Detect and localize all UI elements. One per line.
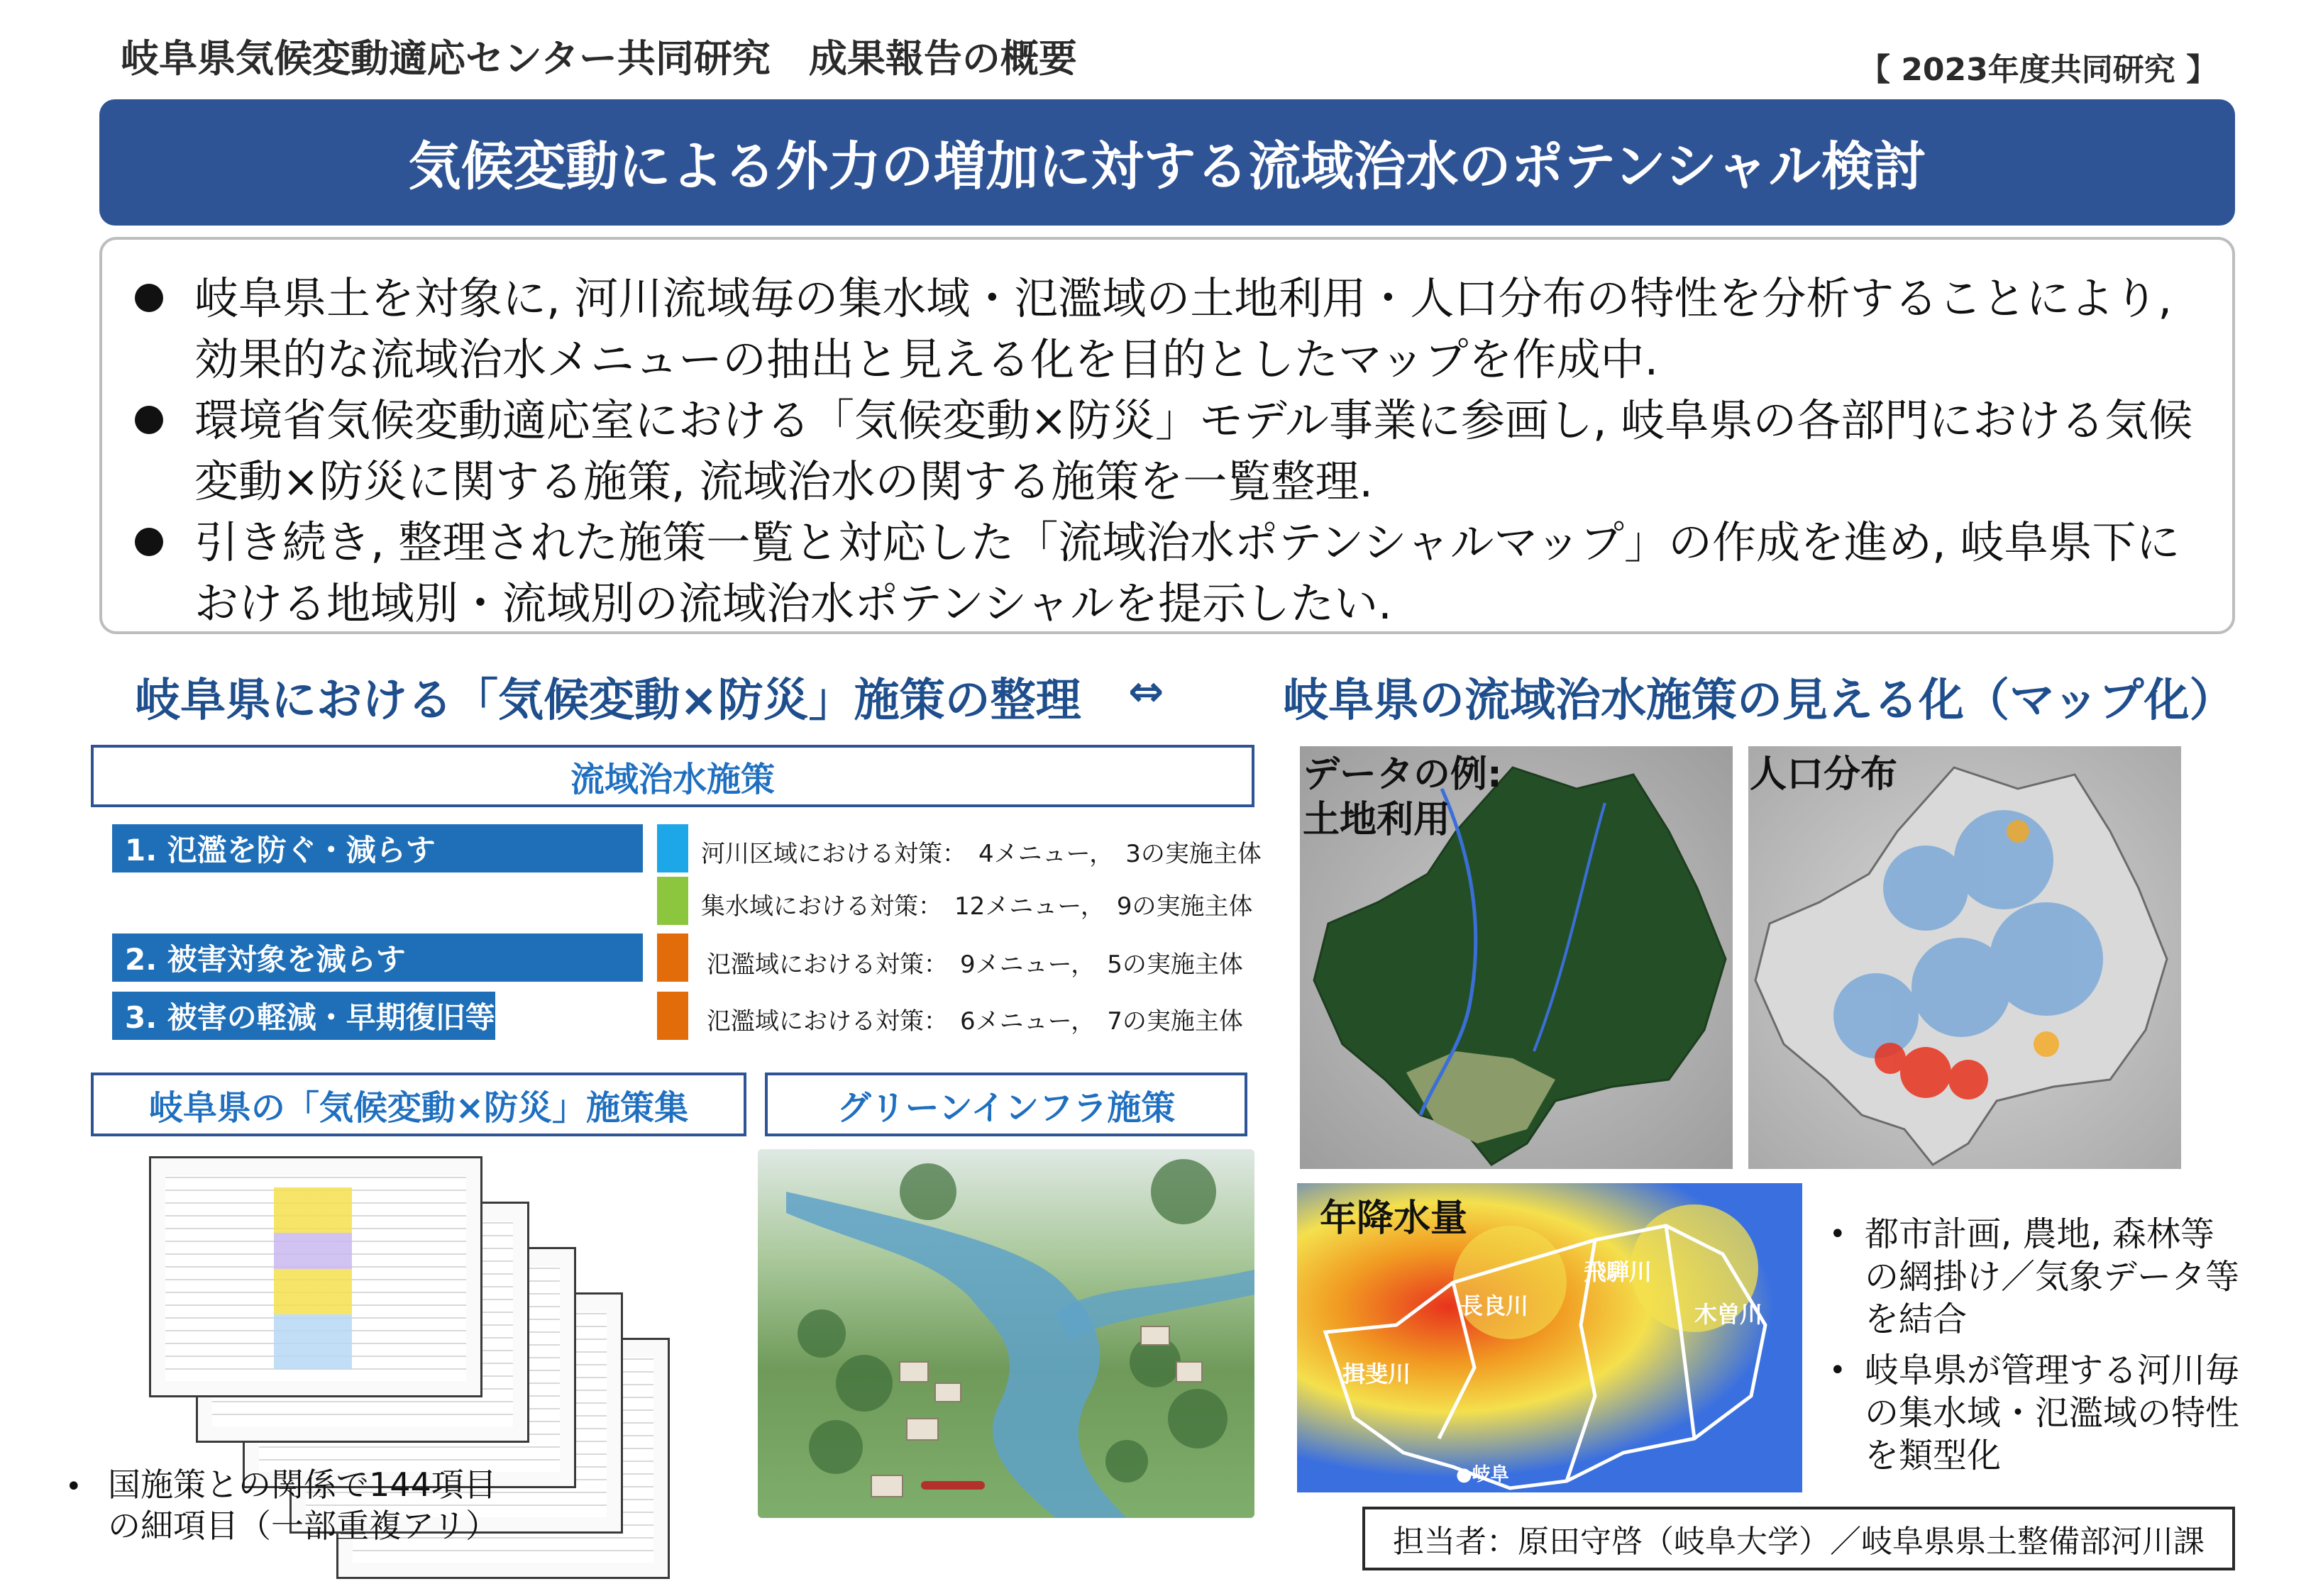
- map-note-text: 岐阜県が管理する河川毎 の集水域・氾濫域の特性 を類型化: [1865, 1351, 2240, 1475]
- collection-box: [91, 1073, 746, 1136]
- category-label: 2. 被害対象を減らす: [125, 942, 406, 977]
- river-label: 飛騨川: [1584, 1258, 1653, 1285]
- measure-swatch: [657, 877, 688, 925]
- green-infra-illustration: [758, 1149, 1254, 1518]
- land-use-map-label: データの例: 土地利用: [1303, 753, 1502, 841]
- river-label: 揖斐川: [1342, 1361, 1411, 1387]
- map-note: • 都市計画, 農地, 森林等 の網掛け／気象データ等 を結合: [1829, 1213, 2269, 1341]
- report-heading: 岐阜県気候変動適応センター共同研究 成果報告の概要: [121, 36, 1077, 81]
- river-label: 木曽川: [1694, 1301, 1763, 1328]
- document-page: [149, 1156, 482, 1397]
- summary-bullet-text: 引き続き, 整理された施策一覧と対応した「流域治水ポテンシャルマップ」の作成を進め, 岐阜県下における地域別・流域別の流域治水ポテンシャルを提示したい.: [194, 516, 2180, 629]
- river-landscape-illustration: [758, 1149, 1254, 1518]
- population-map-image: [1748, 746, 2181, 1169]
- policy-box-label: 流域治水施策: [570, 759, 775, 799]
- precipitation-map: [1297, 1183, 1802, 1492]
- green-infra-box: [765, 1073, 1247, 1136]
- credit-text: 担当者：原田守啓（岐阜大学）／岐阜県県土整備部河川課: [1393, 1524, 2205, 1560]
- summary-box: [99, 237, 2235, 634]
- bidirectional-arrow-icon: ⇔: [1128, 667, 1164, 716]
- map-note: • 岐阜県が管理する河川毎 の集水域・氾濫域の特性 を類型化: [1829, 1349, 2269, 1477]
- bullet-dot: [135, 528, 163, 556]
- category-bar: [112, 933, 643, 982]
- policy-box: [91, 745, 1254, 807]
- map-notes: [1829, 1213, 2269, 1477]
- category-label: 1. 氾濫を防ぐ・減らす: [125, 833, 436, 868]
- category-bar: [112, 992, 495, 1040]
- measure-text: 氾濫域における対策： 9メニュー， 5の実施主体: [707, 951, 1243, 979]
- main-title: 気候変動による外力の増加に対する流域治水のポテンシャル検討: [408, 136, 1926, 197]
- left-section-title: 岐阜県における「気候変動×防災」施策の整理: [135, 675, 1081, 727]
- land-use-map: [1300, 746, 1733, 1169]
- policy-count-note-text: 国施策との関係で144項目 の細項目（一部重複アリ）: [108, 1465, 499, 1545]
- category-bar: [112, 824, 643, 872]
- collection-box-label: 岐阜県の「気候変動×防災」施策集: [148, 1087, 689, 1128]
- summary-bullet-text: 環境省気候変動適応室における「気候変動×防災」モデル事業に参画し, 岐阜県の各部門における気候変動×防災に関する施策, 流域治水の関する施策を一覧整理.: [194, 394, 2193, 507]
- bullet-dot: [135, 284, 163, 312]
- precipitation-map-label: 年降水量: [1320, 1197, 1468, 1240]
- credit-box: [1362, 1507, 2235, 1570]
- river-label: 長良川: [1460, 1292, 1529, 1319]
- city-marker: ●岐阜: [1456, 1464, 1509, 1485]
- map-note-text: 都市計画, 農地, 森林等 の網掛け／気象データ等 を結合: [1865, 1214, 2240, 1339]
- population-map: [1748, 746, 2181, 1169]
- green-infra-box-label: グリーンインフラ施策: [837, 1087, 1176, 1128]
- population-map-label: 人口分布: [1750, 753, 1898, 796]
- category-label: 3. 被害の軽減・早期復旧等: [125, 1000, 495, 1035]
- main-title-bar: [99, 99, 2235, 226]
- measure-text: 集水域における対策： 12メニュー， 9の実施主体: [701, 892, 1253, 921]
- right-section-title: 岐阜県の流域治水施策の見える化（マップ化）: [1283, 675, 2235, 727]
- measure-swatch: [657, 933, 688, 982]
- measure-text: 氾濫域における対策： 6メニュー， 7の実施主体: [707, 1007, 1243, 1036]
- measure-swatch: [657, 824, 688, 872]
- measure-text: 河川区域における対策： 4メニュー， 3の実施主体: [701, 840, 1262, 868]
- report-year-badge: 【 2023年度共同研究 】: [1859, 52, 2218, 88]
- bullet-dot: [135, 406, 163, 434]
- measure-swatch: [657, 992, 688, 1040]
- policy-count-note: • 国施策との関係で144項目 の細項目（一部重複アリ）: [65, 1465, 499, 1545]
- summary-bullet-text: 岐阜県土を対象に, 河川流域毎の集水域・氾濫域の土地利用・人口分布の特性を分析することにより, 効果的な流域治水メニューの抽出と見える化を目的としたマップを作成中.: [194, 272, 2173, 385]
